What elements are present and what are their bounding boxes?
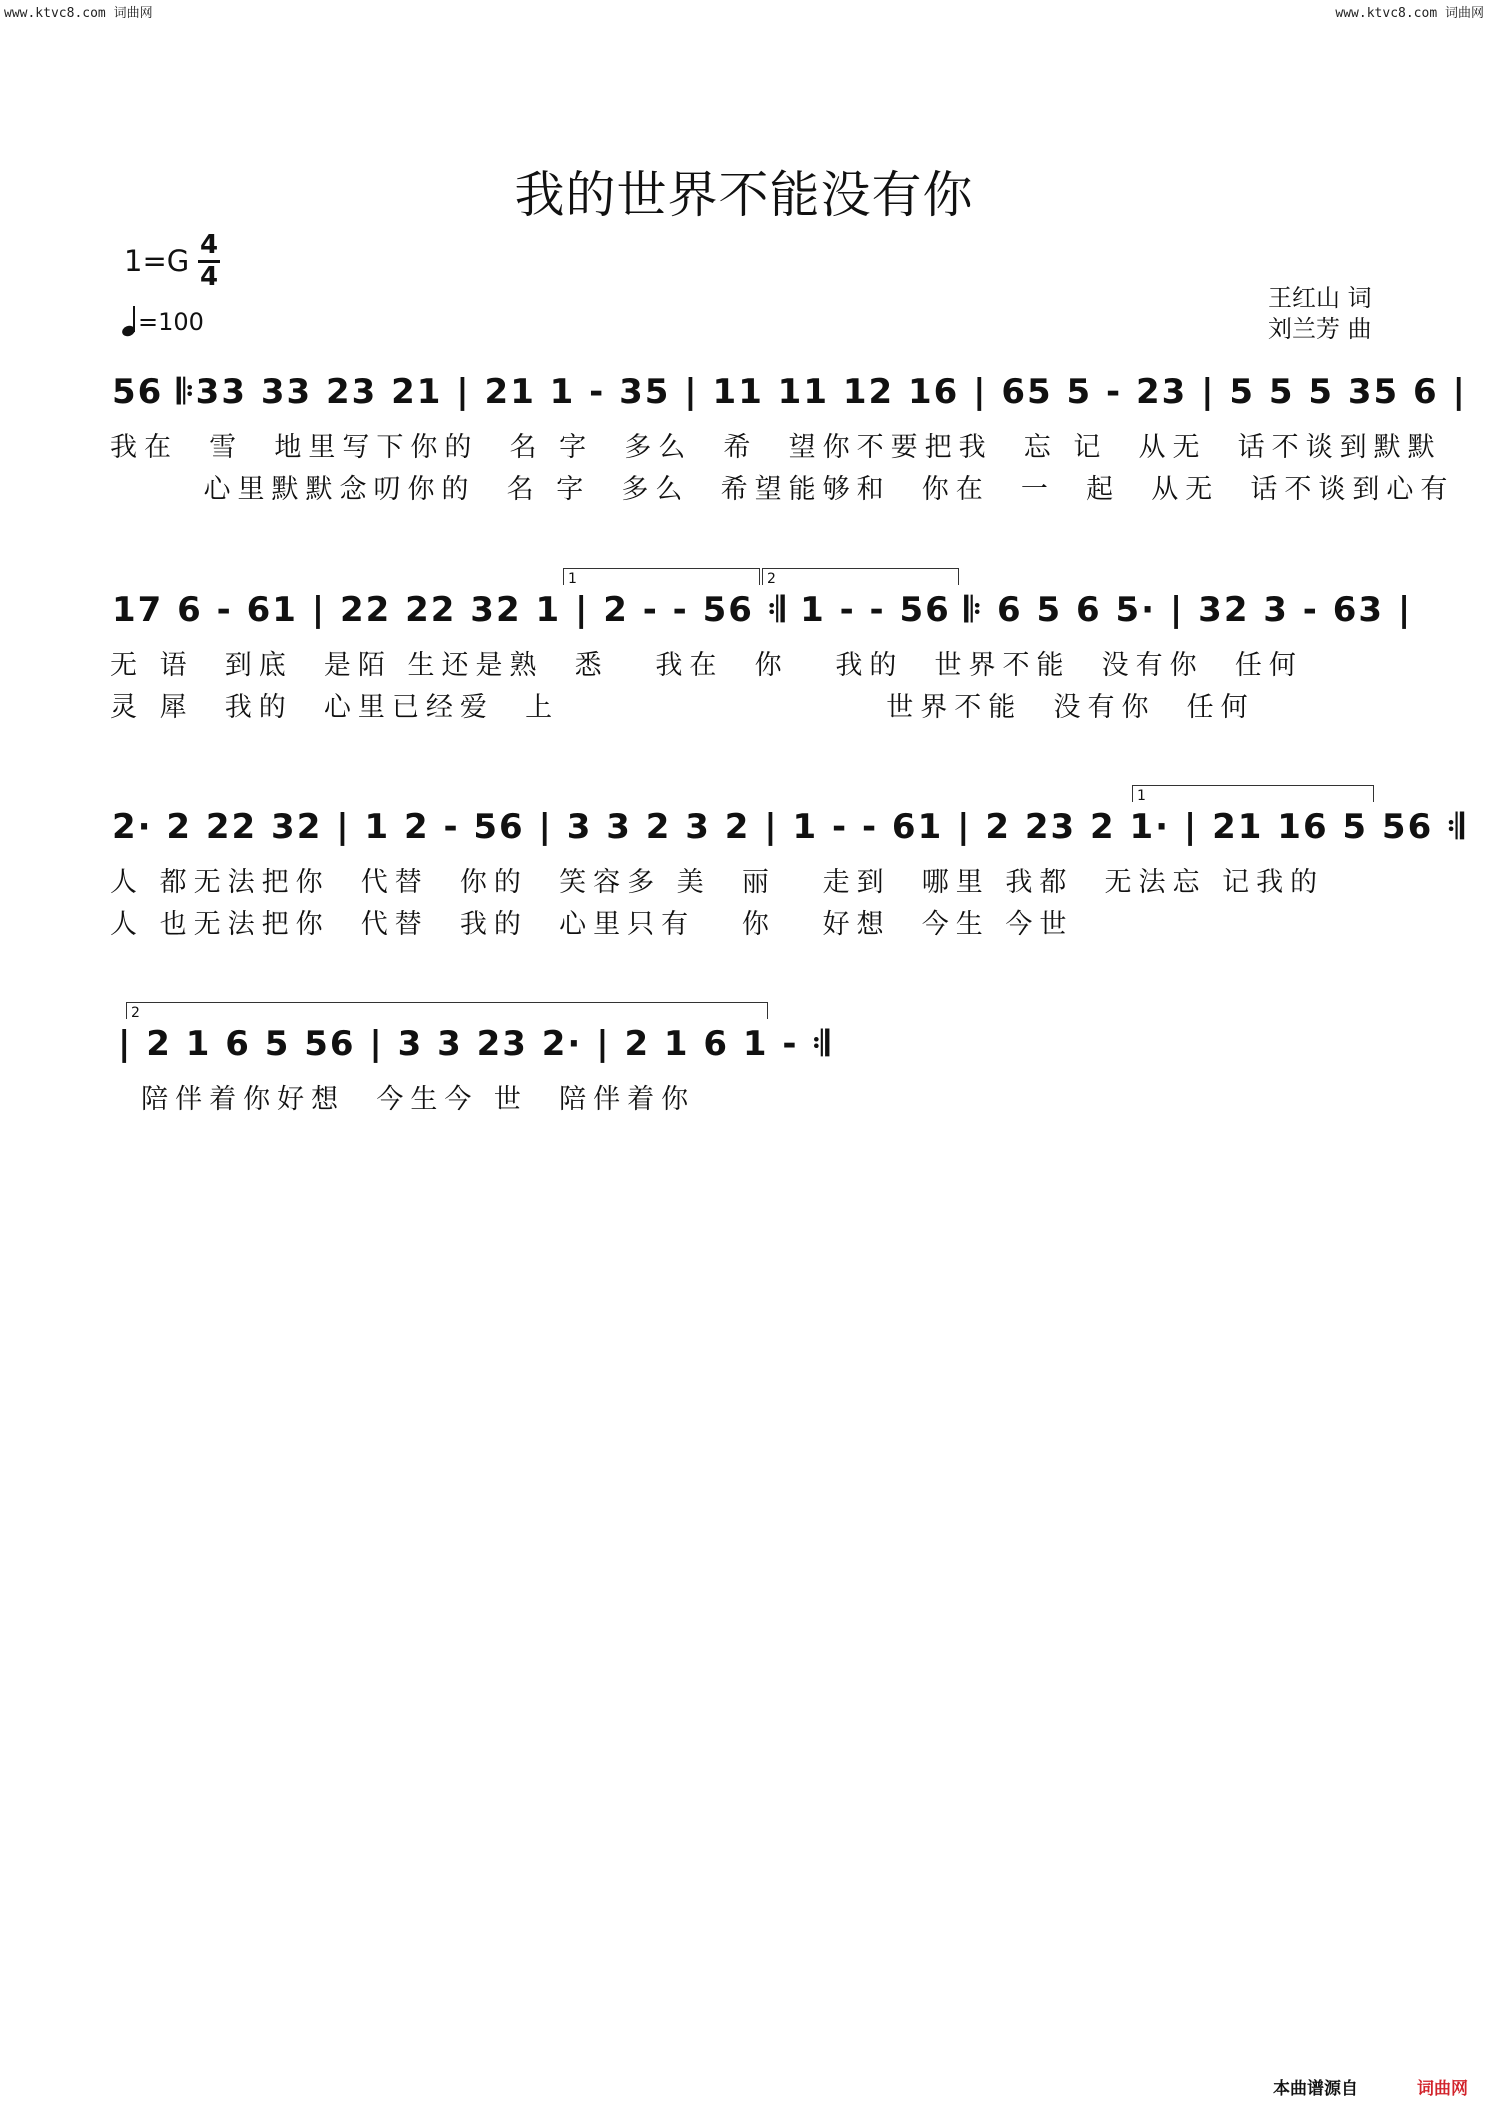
score-system-2 (0, 590, 1488, 723)
meter-numerator: 4 (199, 230, 219, 260)
notes-line: 17 6 - 61 | 22 22 32 1 | 2 - - 56 𝄇 1 - - 56 𝄆 6 5 6 5· | 32 3 - 63 | (112, 590, 1413, 630)
song-title: 我的世界不能没有你 (514, 166, 974, 224)
header-right (1335, 2, 1484, 21)
lyrics-verse-1: 无 语 到底 是陌 生还是熟 悉 我在 你 我的 世界不能 没有你 任何 (110, 650, 1303, 681)
header-left (4, 2, 153, 21)
lyrics-verse-1: 我在 雪 地里写下你的 名 字 多么 希 望你不要把我 忘 记 从无 话不谈到默默 (110, 432, 1442, 463)
header-right-label: 词曲网 (1444, 6, 1484, 21)
lyrics-verse-2: 心里默默念叨你的 名 字 多么 希望能够和 你在 一 起 从无 话不谈到心有 (110, 474, 1455, 505)
meter-denominator: 4 (199, 262, 219, 292)
tempo-value: =100 (138, 308, 204, 336)
footer-source-text: 本曲谱源自 (1273, 2079, 1358, 2099)
lyrics-verse-2: 人 也无法把你 代替 我的 心里只有 你 好想 今生 今世 (110, 909, 1074, 940)
composer-credit: 刘兰芳 曲 (1268, 315, 1372, 343)
time-signature (198, 232, 220, 291)
quarter-note-icon (122, 306, 138, 336)
lyricist-credit: 王红山 词 (1268, 284, 1372, 312)
volta-bracket-1: 1 (1132, 785, 1374, 802)
notes-line: 56 𝄆33 33 23 21 | 21 1 - 35 | 11 11 12 16 | 65 5 - 23 | 5 5 5 35 6 | (112, 372, 1467, 412)
lyrics-verse-2: 灵 犀 我的 心里已经爱 上 世界不能 没有你 任何 (110, 692, 1255, 723)
header-left-label: 词曲网 (113, 6, 153, 21)
score-system-3 (0, 807, 1488, 940)
volta-bracket-2: 2 (762, 568, 959, 585)
key-signature: 1=G (124, 244, 190, 278)
volta-bracket-2: 2 (126, 1002, 768, 1019)
header-left-site[interactable]: www.ktvc8.com (4, 6, 106, 21)
lyrics-verse-1: 陪伴着你好想 今生今 世 陪伴着你 (110, 1084, 696, 1115)
volta-bracket-1: 1 (563, 568, 760, 585)
score-system-4 (0, 1024, 1488, 1134)
header-right-site[interactable]: www.ktvc8.com (1335, 6, 1438, 21)
notes-line: | 2 1 6 5 56 | 3 3 23 2· | 2 1 6 1 - 𝄇 (118, 1024, 831, 1064)
tempo-marking (122, 306, 204, 336)
footer-brand-logo[interactable]: 词曲网 (1417, 2079, 1468, 2099)
notes-line: 2· 2 22 32 | 1 2 - 56 | 3 3 2 3 2 | 1 - - 61 | 2 23 2 1· | 21 16 5 56 𝄇 (112, 807, 1466, 847)
lyrics-verse-1: 人 都无法把你 代替 你的 笑容多 美 丽 走到 哪里 我都 无法忘 记我的 (110, 867, 1325, 898)
score-system-1 (0, 372, 1488, 505)
